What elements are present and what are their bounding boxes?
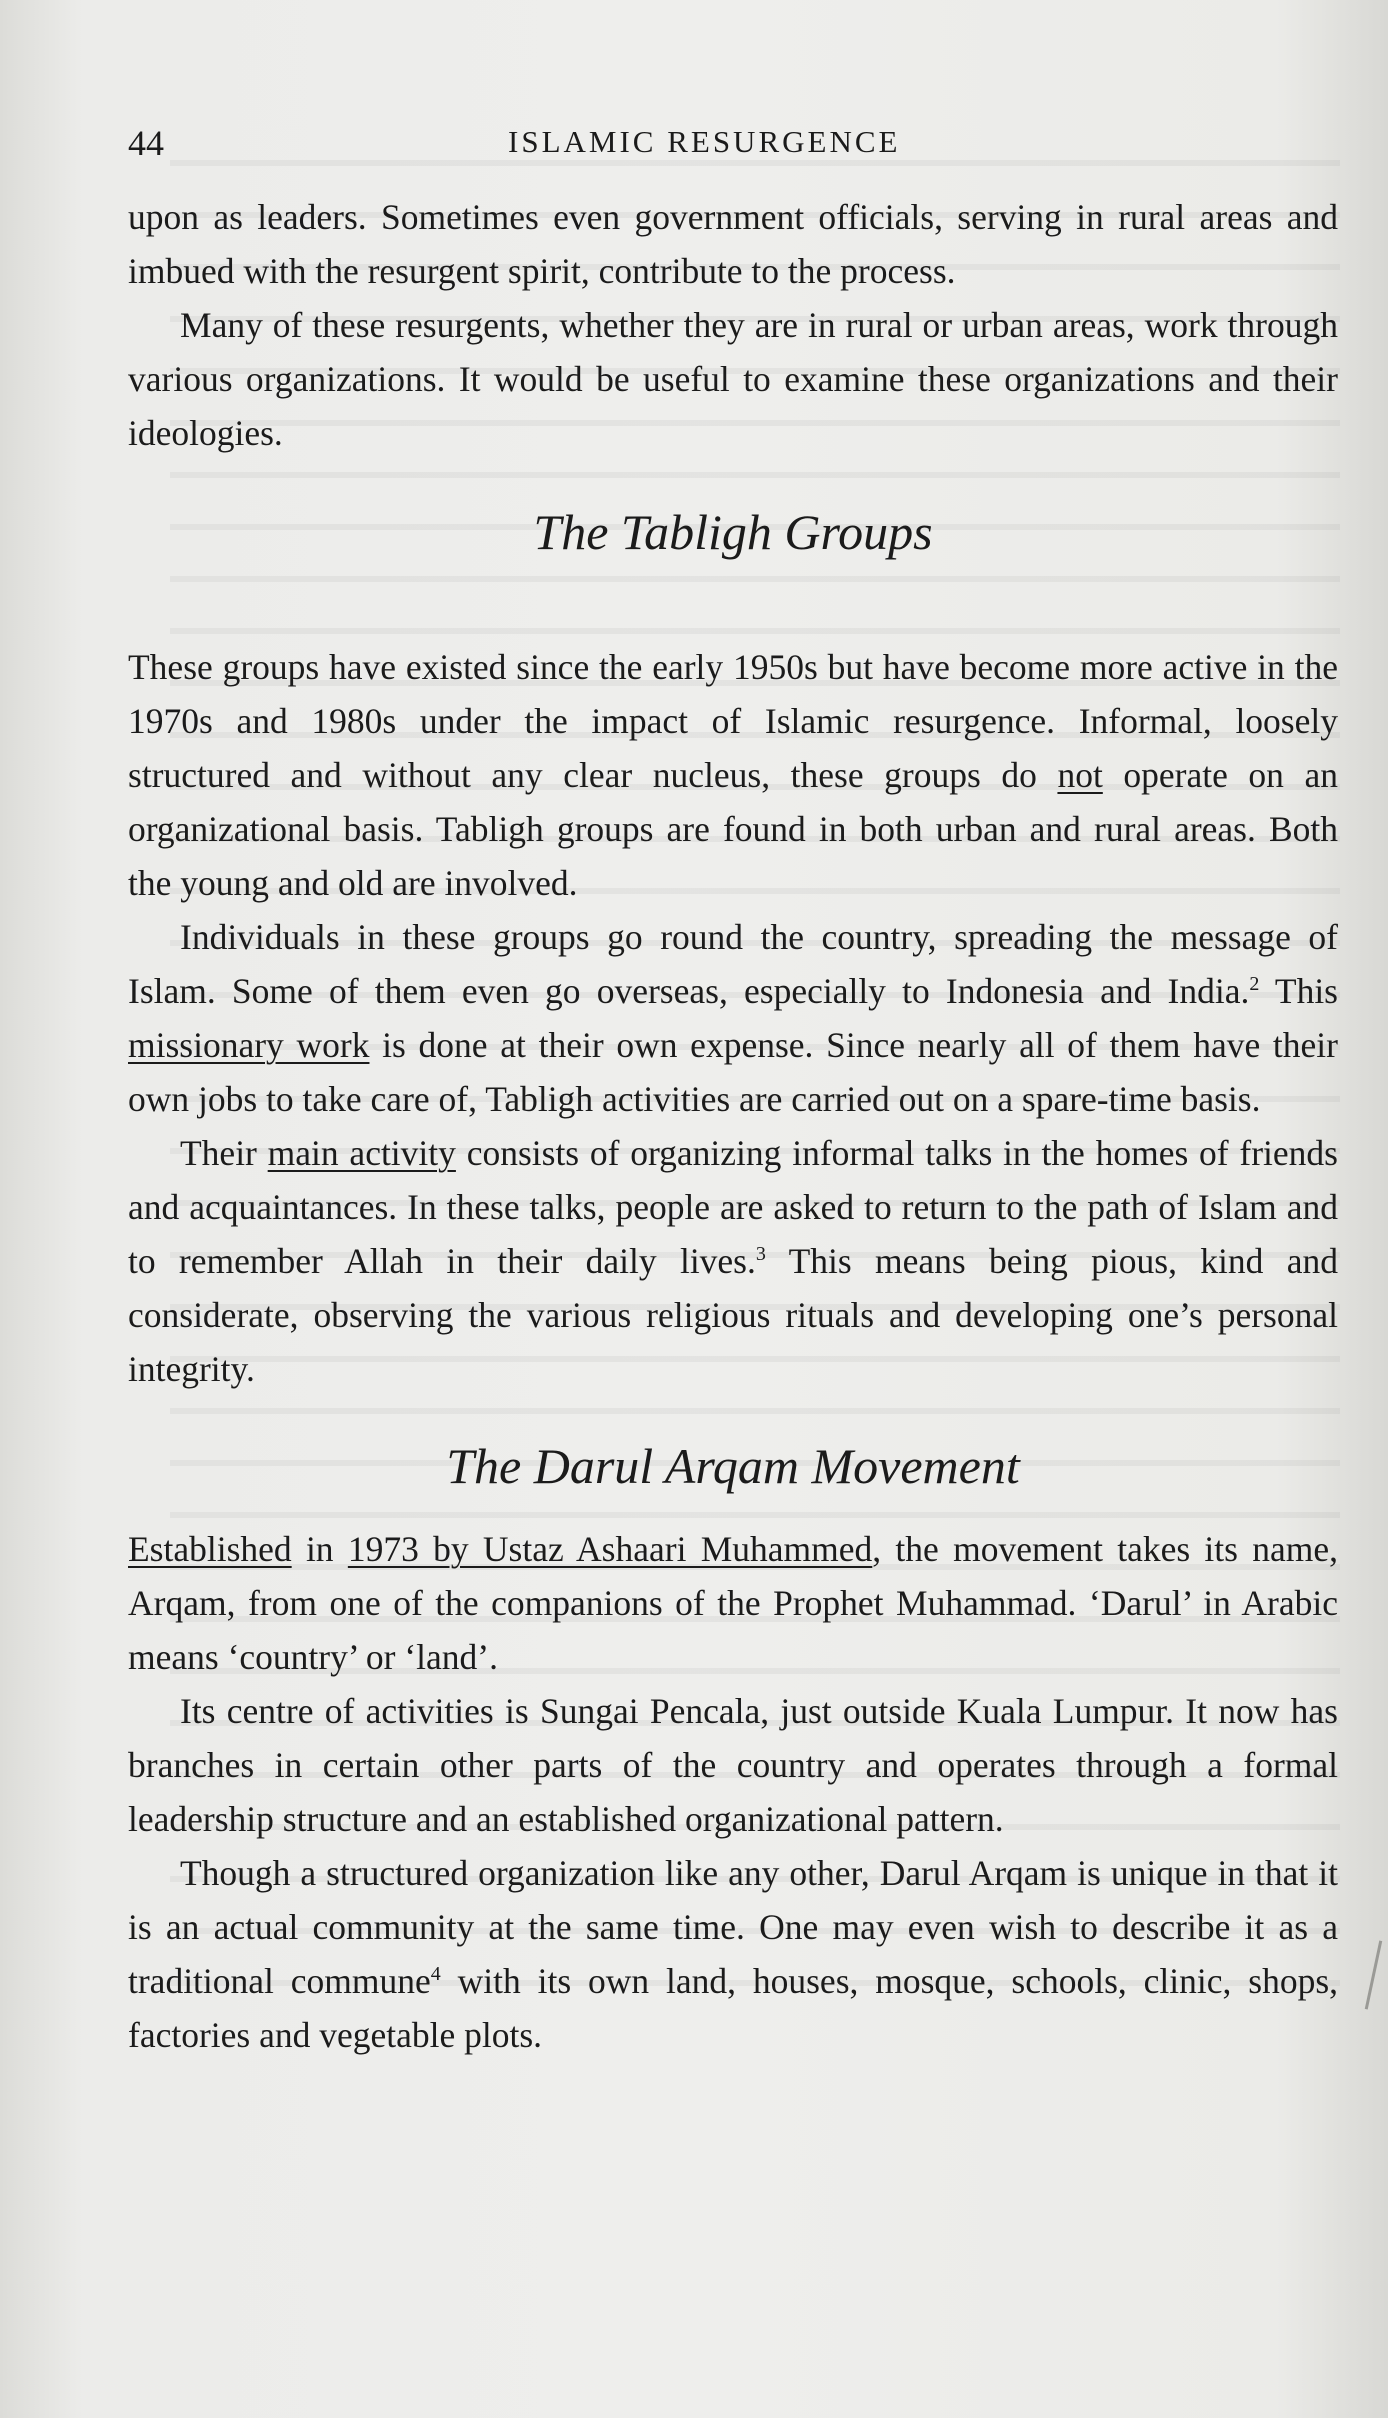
footnote-marker: 4 — [430, 1963, 441, 1986]
paragraph: Though a structured organization like any other, Darul Arqam is unique in that it is an actual community at the same time. One may even wish to describe it as a traditional commune$^4$ with its own land, houses, mosque, schools, clinic, shops, factories and vegetable plots. — [128, 1853, 1339, 2055]
underlined-text: 1973 by Ustaz Ashaari Muhammed — [347, 1529, 873, 1569]
paragraph: Its centre of activities is Sungai Pencala, just outside Kuala Lumpur. It now has branches in certain other parts of the country and operates through a formal leadership structure and an established organizational pattern. — [128, 1691, 1338, 1839]
paragraph: Their main activity consists of organizing informal talks in the homes of friends and acquaintances. In these talks, people are asked to return to the path of Islam and to remember Allah in their daily lives.$^3$ This means being pious, kind and considerate, observing the various religious rituals and developing one’s personal integrity. — [128, 1133, 1338, 1389]
section-heading-tabligh: The Tabligh Groups — [533, 504, 933, 560]
running-head — [128, 122, 1338, 172]
underlined-text: missionary work — [128, 1025, 370, 1065]
footnote-marker: 2 — [1249, 973, 1260, 996]
paragraph: Established in 1973 by Ustaz Ashaari Muhammed, the movement takes its name, Arqam, from one of the companions of the Prophet Muhammad. ‘Darul’ in Arabic means ‘country’ or ‘land’. — [128, 1529, 1338, 1677]
paragraph: These groups have existed since the early 1950s but have become more active in the 1970s and 1980s under the impact of Islamic resurgence. Informal, loosely structured and without any clear nucleus, these groups do not operate on an organizational basis. Tabligh groups are found in both urban and rural areas. Both the young and old are involved. — [128, 647, 1338, 903]
underlined-text: not — [1057, 755, 1103, 795]
running-title: ISLAMIC RESURGENCE — [508, 124, 901, 159]
footnote-marker: 3 — [755, 1243, 766, 1266]
paragraph: upon as leaders. Sometimes even government officials, serving in rural areas and imbued with the resurgent spirit, contribute to the process. — [128, 197, 1338, 291]
section-heading-darul-arqam: The Darul Arqam Movement — [446, 1438, 1020, 1494]
body-text — [128, 190, 1338, 2062]
underlined-text: main activity — [267, 1133, 456, 1173]
paragraph: Individuals in these groups go round the country, spreading the message of Islam. Some of them even go overseas, especially to Indonesia and India.$^2$ This missionary work is done at their own expense. Since nearly all of them have their own jobs to take care of, Tabligh activities are carried out on a spare-time basis. — [128, 917, 1338, 1119]
paragraph: Many of these resurgents, whether they are in rural or urban areas, work through various organizations. It would be useful to examine these organizations and their ideologies. — [128, 305, 1338, 453]
page-number: 44 — [128, 123, 164, 163]
underlined-text: Established — [128, 1529, 292, 1569]
margin-pencil-mark — [1365, 1940, 1382, 2009]
